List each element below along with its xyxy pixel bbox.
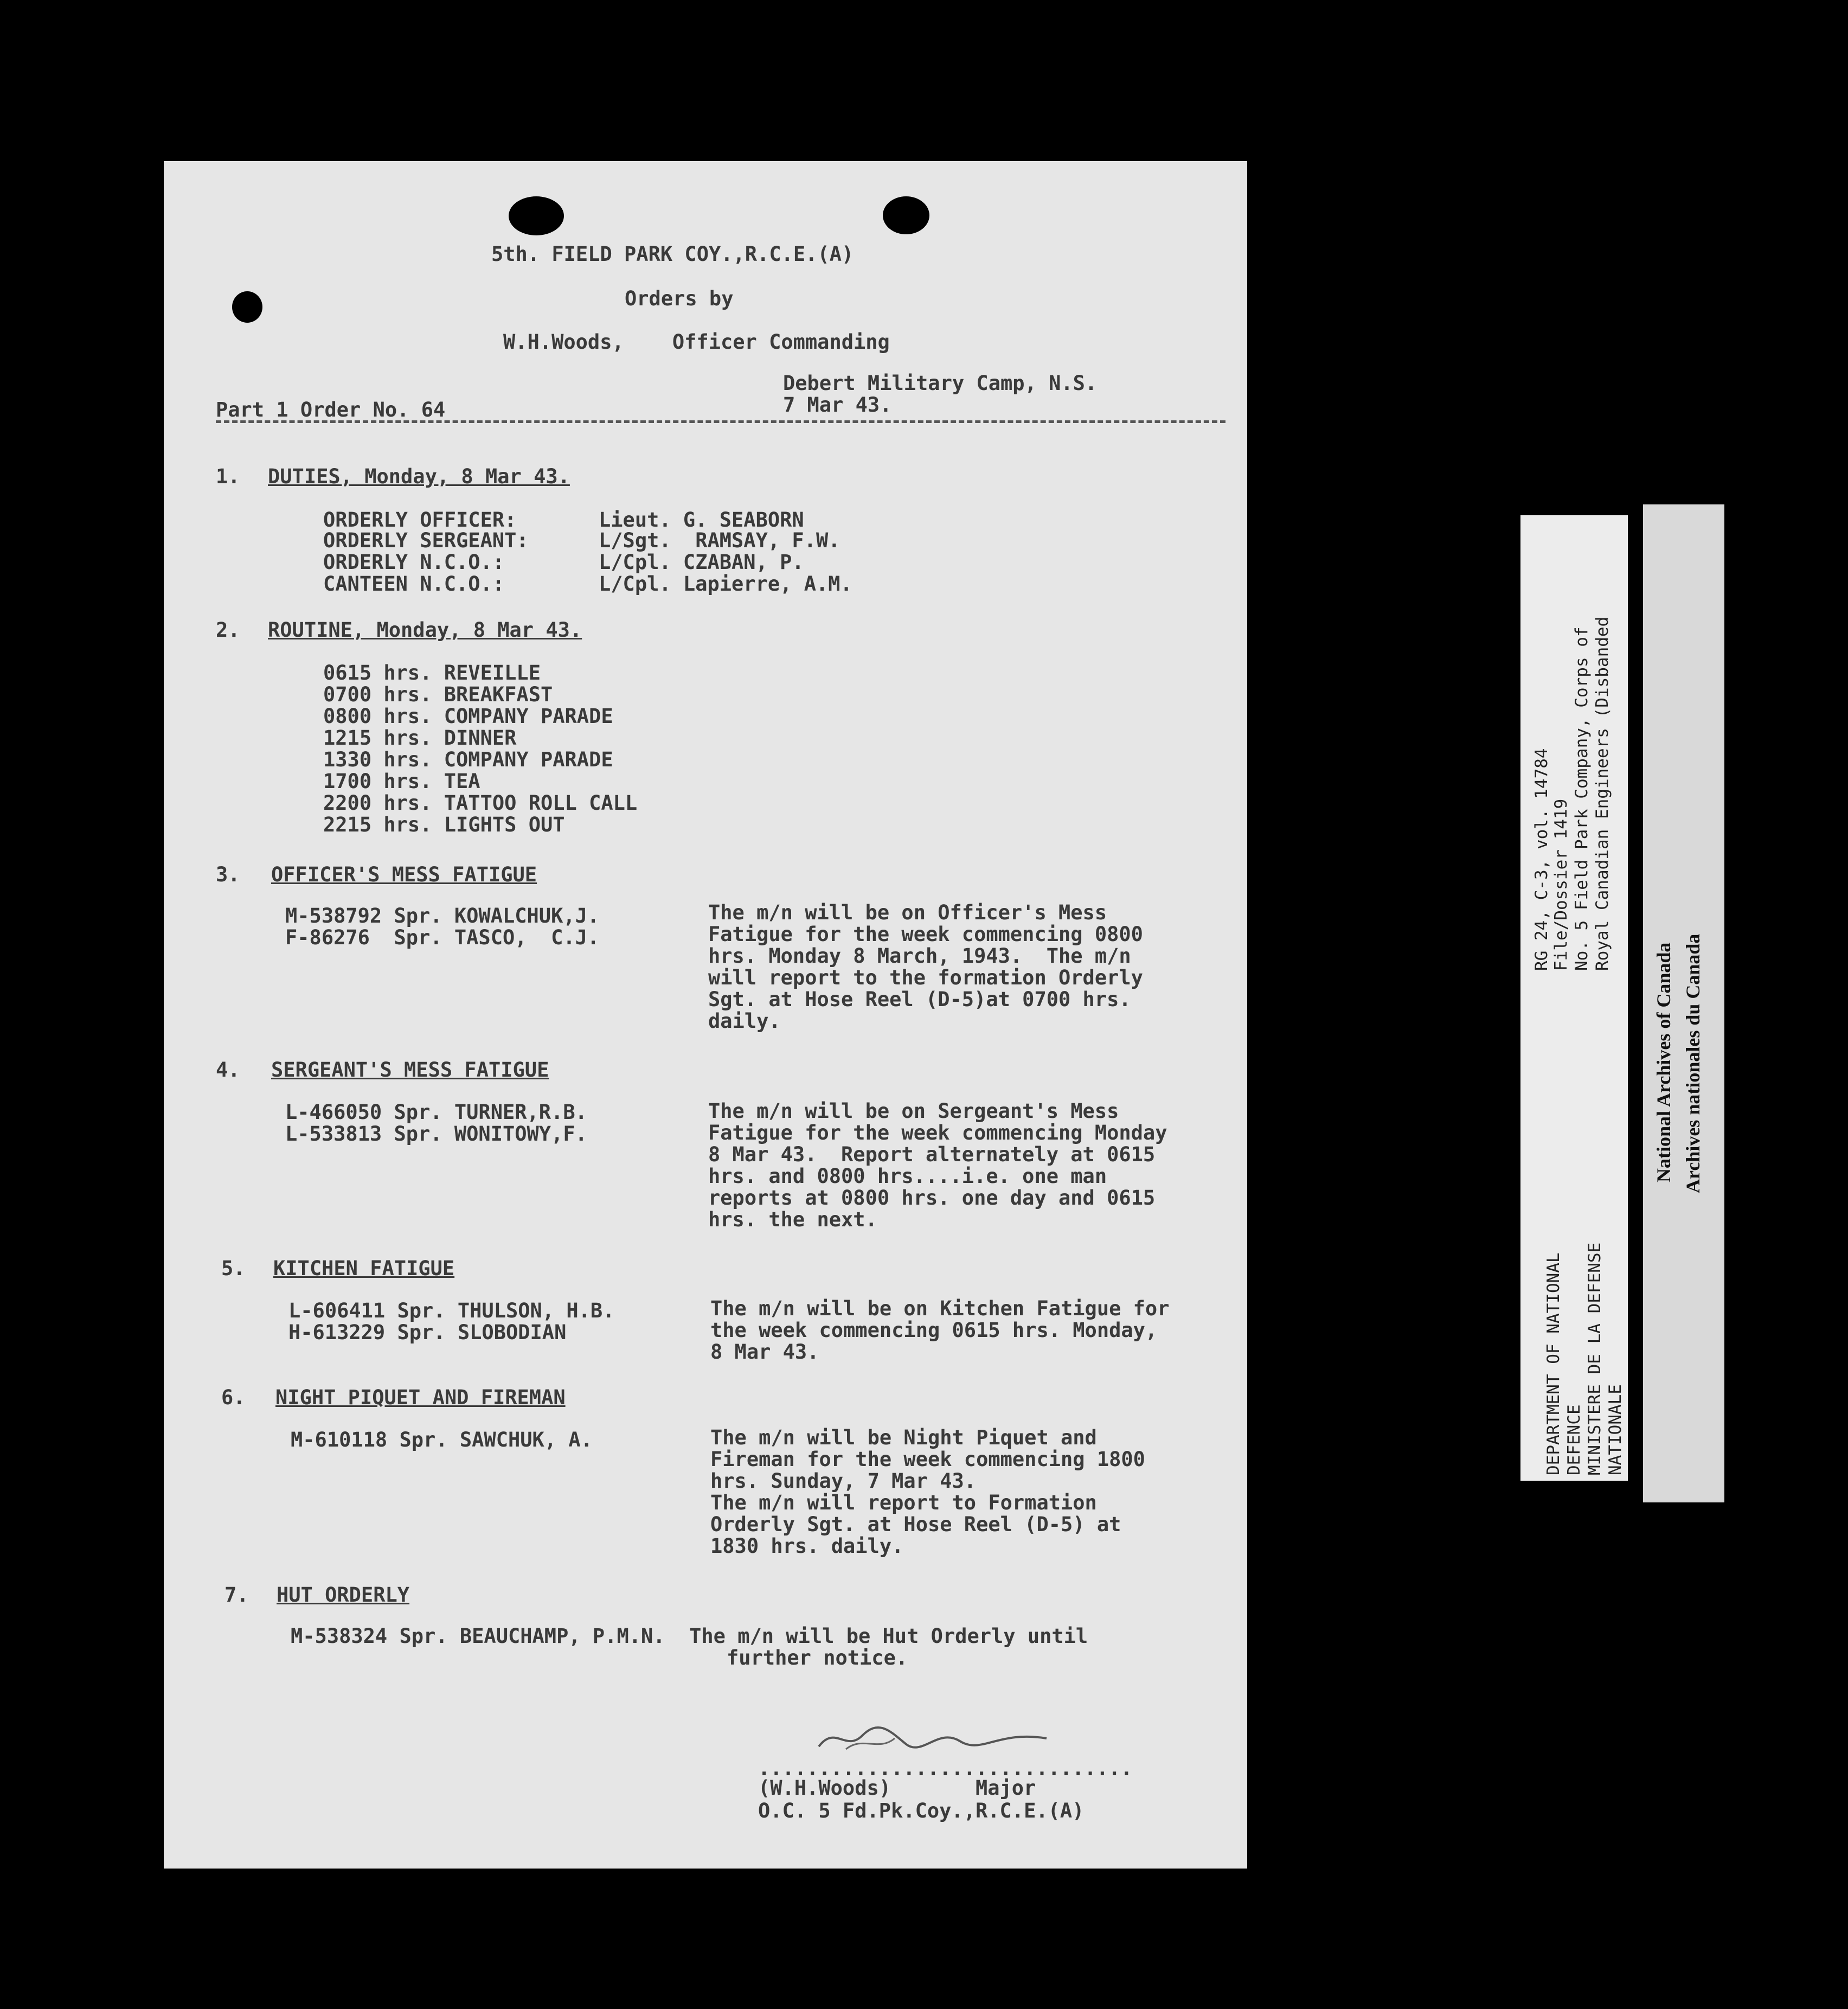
handwritten-signature <box>813 1719 1052 1757</box>
archives-label-en: National Archives of Canada <box>1653 942 1674 1182</box>
archive-department-line: NATIONALE <box>1606 1384 1625 1475</box>
order-text-line: hrs. the next. <box>708 1208 877 1231</box>
hut-orderly-line: M-538324 Spr. BEAUCHAMP, P.M.N. The m/n will be Hut Orderly until <box>291 1624 1088 1648</box>
section-6-heading: NIGHT PIQUET AND FIREMAN <box>275 1386 566 1409</box>
section-2-heading: ROUTINE, Monday, 8 Mar 43. <box>268 618 582 642</box>
section-7-number: 7. <box>224 1583 249 1607</box>
section-4-number: 4. <box>216 1058 240 1082</box>
separator-line <box>216 420 1225 423</box>
order-text-line: 8 Mar 43. <box>710 1340 819 1364</box>
archive-unit-line: Royal Canadian Engineers (Disbanded <box>1593 616 1612 971</box>
archive-department-line: MINISTERE DE LA DEFENSE <box>1585 1242 1605 1475</box>
signature-title: O.C. 5 Fd.Pk.Coy.,R.C.E.(A) <box>758 1799 1085 1822</box>
duty-role: ORDERLY OFFICER: <box>323 508 517 532</box>
order-text-line: hrs. Sunday, 7 Mar 43. <box>710 1469 977 1493</box>
section-5-number: 5. <box>221 1257 246 1280</box>
routine-row: 0615 hrs. REVEILLE <box>323 661 541 684</box>
personnel-entry: F-86276 Spr. TASCO, C.J. <box>285 926 600 949</box>
duty-name: L/Cpl. Lapierre, A.M. <box>599 572 852 596</box>
section-7-heading: HUT ORDERLY <box>277 1583 410 1607</box>
order-text-line: Sgt. at Hose Reel (D-5)at 0700 hrs. <box>708 988 1131 1011</box>
order-text-line: hrs. and 0800 hrs....i.e. one man <box>708 1165 1107 1188</box>
routine-row: 1700 hrs. TEA <box>323 770 480 793</box>
order-text-line: reports at 0800 hrs. one day and 0615 <box>708 1186 1156 1210</box>
duty-name: L/Cpl. CZABAN, P. <box>599 551 804 574</box>
order-text-line: The m/n will be Night Piquet and <box>710 1426 1097 1449</box>
personnel-entry: M-610118 Spr. SAWCHUK, A. <box>291 1428 593 1451</box>
signature-dots: ............................... <box>758 1757 1133 1780</box>
section-1-number: 1. <box>216 465 240 488</box>
personnel-entry: L-533813 Spr. WONITOWY,F. <box>285 1122 587 1146</box>
routine-row: 1215 hrs. DINNER <box>323 726 517 750</box>
punch-hole-side <box>232 291 262 323</box>
punch-hole-left <box>509 196 564 235</box>
archive-department-line: DEFENCE <box>1564 1404 1584 1475</box>
order-text-line: The m/n will be on Kitchen Fatigue for <box>710 1297 1170 1320</box>
routine-row: 1330 hrs. COMPANY PARADE <box>323 748 613 771</box>
section-3-number: 3. <box>216 863 240 886</box>
order-text-line: 8 Mar 43. Report alternately at 0615 <box>708 1143 1156 1166</box>
duty-role: ORDERLY N.C.O.: <box>323 551 505 574</box>
order-text-line: daily. <box>708 1009 781 1033</box>
routine-row: 2200 hrs. TATTOO ROLL CALL <box>323 791 638 815</box>
order-date: 7 Mar 43. <box>783 393 892 417</box>
order-text-line: The m/n will be on Officer's Mess <box>708 901 1107 924</box>
archive-file: File/Dossier 1419 <box>1551 798 1571 971</box>
duty-role: ORDERLY SERGEANT: <box>323 529 529 552</box>
duty-name: Lieut. G. SEABORN <box>599 508 804 532</box>
unit-title: 5th. FIELD PARK COY.,R.C.E.(A) <box>491 242 854 266</box>
order-text-line: 1830 hrs. daily. <box>710 1534 904 1558</box>
orders-by: Orders by <box>625 287 734 310</box>
section-3-heading: OFFICER'S MESS FATIGUE <box>271 863 537 886</box>
order-number: Part 1 Order No. 64 <box>216 398 446 421</box>
archive-department-line: DEPARTMENT OF NATIONAL <box>1544 1252 1563 1475</box>
location: Debert Military Camp, N.S. <box>783 372 1098 395</box>
order-text-line: The m/n will report to Formation <box>710 1491 1097 1514</box>
routine-row: 2215 hrs. LIGHTS OUT <box>323 813 565 836</box>
punch-hole-right <box>883 196 929 234</box>
order-text-line: the week commencing 0615 hrs. Monday, <box>710 1319 1158 1342</box>
personnel-entry: M-538792 Spr. KOWALCHUK,J. <box>285 904 600 927</box>
duty-role: CANTEEN N.C.O.: <box>323 572 505 596</box>
archive-unit-line: No. 5 Field Park Company, Corps of <box>1572 626 1592 971</box>
personnel-entry: L-466050 Spr. TURNER,R.B. <box>285 1101 587 1124</box>
personnel-entry: L-606411 Spr. THULSON, H.B. <box>288 1299 615 1322</box>
section-6-number: 6. <box>221 1386 246 1409</box>
duty-name: L/Sgt. RAMSAY, F.W. <box>599 529 840 552</box>
order-text-line: Fireman for the week commencing 1800 <box>710 1448 1145 1471</box>
signature-name: (W.H.Woods) Major <box>758 1776 1036 1800</box>
section-5-heading: KITCHEN FATIGUE <box>273 1257 455 1280</box>
order-text-line: Fatigue for the week commencing 0800 <box>708 923 1143 946</box>
archive-reference: RG 24, C-3, vol. 14784 <box>1532 748 1551 971</box>
personnel-entry: H-613229 Spr. SLOBODIAN <box>288 1321 567 1344</box>
section-4-heading: SERGEANT'S MESS FATIGUE <box>271 1058 549 1082</box>
order-text-line: The m/n will be on Sergeant's Mess <box>708 1099 1119 1123</box>
routine-row: 0800 hrs. COMPANY PARADE <box>323 705 613 728</box>
section-1-heading: DUTIES, Monday, 8 Mar 43. <box>268 465 570 488</box>
routine-row: 0700 hrs. BREAKFAST <box>323 683 553 706</box>
order-text-line: hrs. Monday 8 March, 1943. The m/n <box>708 944 1131 968</box>
order-text-line: Fatigue for the week commencing Monday <box>708 1121 1167 1144</box>
order-text-line: Orderly Sgt. at Hose Reel (D-5) at <box>710 1513 1121 1536</box>
commander-line: W.H.Woods, Officer Commanding <box>503 330 890 354</box>
hut-orderly-line: further notice. <box>727 1646 908 1669</box>
order-text-line: will report to the formation Orderly <box>708 966 1143 989</box>
section-2-number: 2. <box>216 618 240 642</box>
archives-label-fr: Archives nationales du Canada <box>1682 933 1704 1193</box>
